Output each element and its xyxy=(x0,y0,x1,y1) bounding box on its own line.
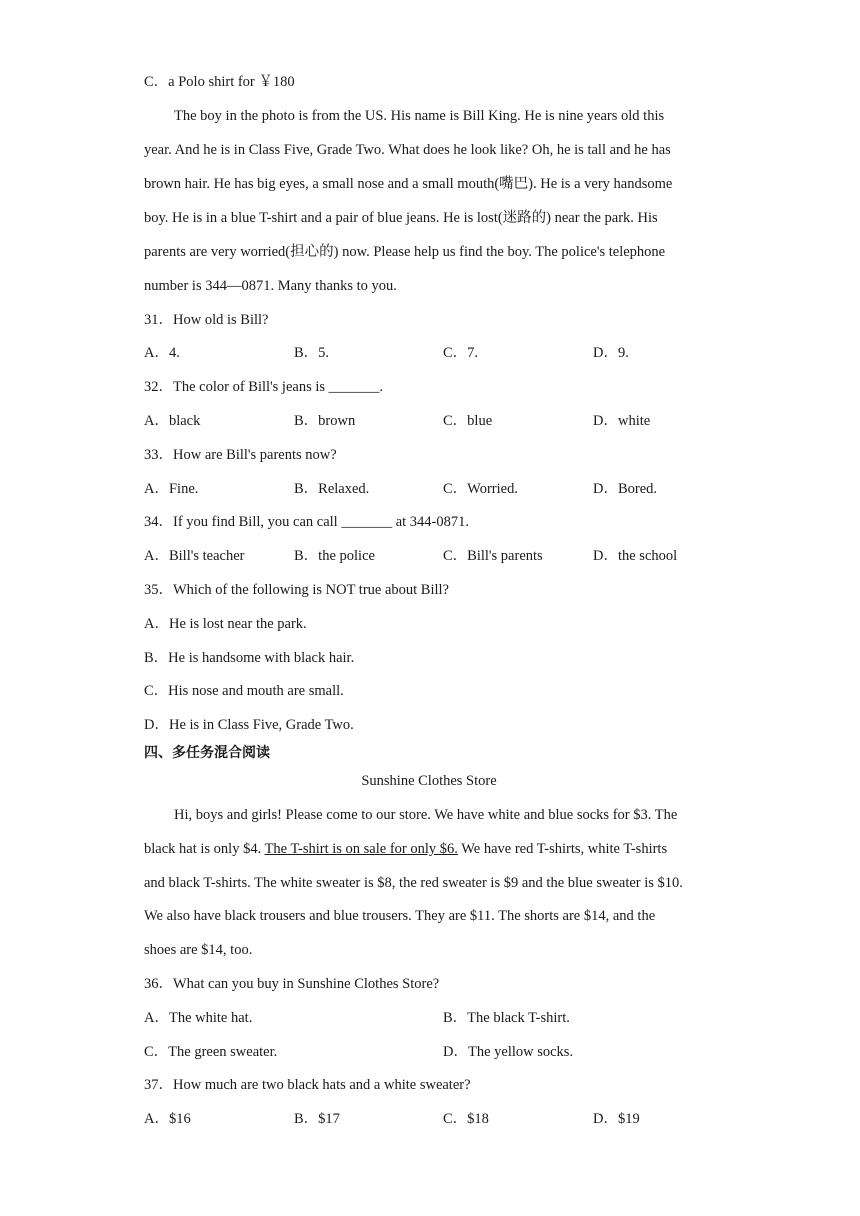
question-34-stem: 34．If you find Bill, you can call _______ at 344-0871. xyxy=(144,514,469,530)
passage-line: boy. He is in a blue T-shirt and a pair of blue jeans. He is lost(迷路的) near the park. His xyxy=(144,210,658,226)
passage-line: Hi, boys and girls! Please come to our store. We have white and blue socks for $3. The xyxy=(174,807,678,823)
passage-text: We have red T-shirts, white T-shirts xyxy=(457,841,668,857)
passage-title: Sunshine Clothes Store xyxy=(361,773,497,789)
q34-option-c: C．Bill's parents xyxy=(443,548,543,564)
q32-option-c: C．blue xyxy=(443,413,493,429)
q36-option-d: D．The yellow socks. xyxy=(443,1044,574,1060)
q32-option-a: A．black xyxy=(144,413,201,429)
passage-line: year. And he is in Class Five, Grade Two. What does he look like? Oh, he is tall and he has xyxy=(144,142,671,158)
q32-option-b: B．brown xyxy=(294,413,356,429)
passage-line: shoes are $14, too. xyxy=(144,942,253,958)
section-heading: 四、多任务混合阅读 xyxy=(144,745,270,761)
previous-option-c: C．a Polo shirt for ￥180 xyxy=(144,74,295,90)
q37-option-a: A．$16 xyxy=(144,1111,191,1127)
q33-option-d: D．Bored. xyxy=(593,481,658,497)
passage-line: brown hair. He has big eyes, a small nose and a small mouth(嘴巴). He is a very handsome xyxy=(144,176,673,192)
question-33-stem: 33．How are Bill's parents now? xyxy=(144,447,337,463)
q34-option-a: A．Bill's teacher xyxy=(144,548,245,564)
q36-option-c: C．The green sweater. xyxy=(144,1044,278,1060)
q31-option-a: A．4. xyxy=(144,345,180,361)
q36-option-a: A．The white hat. xyxy=(144,1010,253,1026)
question-32-stem: 32．The color of Bill's jeans is _______. xyxy=(144,379,384,395)
q31-option-b: B．5. xyxy=(294,345,330,361)
passage-text: black hat is only $4. xyxy=(144,841,265,857)
q35-option-a: A．He is lost near the park. xyxy=(144,616,307,632)
q34-option-d: D．the school xyxy=(593,548,678,564)
question-31-stem: 31．How old is Bill? xyxy=(144,312,269,328)
question-36-stem: 36．What can you buy in Sunshine Clothes Store? xyxy=(144,976,440,992)
q34-option-b: B．the police xyxy=(294,548,375,564)
q31-option-d: D．9. xyxy=(593,345,629,361)
q32-option-d: D．white xyxy=(593,413,651,429)
question-35-stem: 35．Which of the following is NOT true about Bill? xyxy=(144,582,449,598)
q37-option-c: C．$18 xyxy=(443,1111,489,1127)
underlined-sentence: The T-shirt is on sale for only $6. xyxy=(264,841,458,857)
q37-option-b: B．$17 xyxy=(294,1111,340,1127)
q33-option-b: B．Relaxed. xyxy=(294,481,370,497)
passage-line: The boy in the photo is from the US. His name is Bill King. He is nine years old this xyxy=(174,108,665,124)
passage-line: and black T-shirts. The white sweater is $8, the red sweater is $9 and the blue sweater is $10. xyxy=(144,875,683,891)
passage-line: parents are very worried(担心的) now. Please help us find the boy. The police's telephone xyxy=(144,244,666,260)
q37-option-d: D．$19 xyxy=(593,1111,640,1127)
q35-option-d: D．He is in Class Five, Grade Two. xyxy=(144,717,354,733)
passage-line: number is 344—0871. Many thanks to you. xyxy=(144,278,397,294)
question-37-stem: 37．How much are two black hats and a white sweater? xyxy=(144,1077,471,1093)
passage-line: We also have black trousers and blue trousers. They are $11. The shorts are $14, and the xyxy=(144,908,656,924)
q35-option-c: C．His nose and mouth are small. xyxy=(144,683,344,699)
q33-option-a: A．Fine. xyxy=(144,481,199,497)
q33-option-c: C．Worried. xyxy=(443,481,518,497)
q36-option-b: B．The black T-shirt. xyxy=(443,1010,570,1026)
q35-option-b: B．He is handsome with black hair. xyxy=(144,650,355,666)
passage-line xyxy=(144,839,667,859)
q31-option-c: C．7. xyxy=(443,345,479,361)
